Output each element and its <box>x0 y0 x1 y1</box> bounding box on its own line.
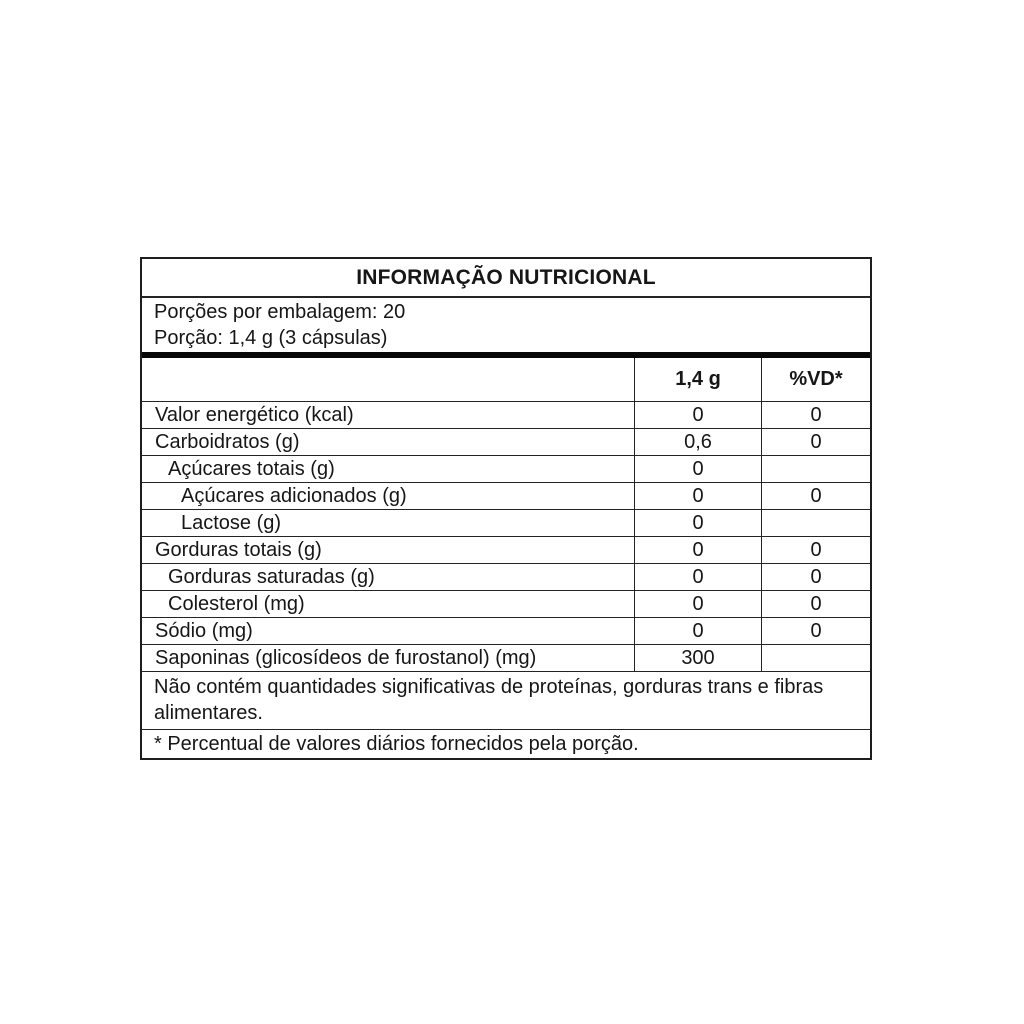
nutrient-dv <box>762 510 870 536</box>
nutrient-name: Gorduras saturadas (g) <box>142 564 635 590</box>
nutrient-amount: 0 <box>635 510 762 536</box>
nutrient-amount: 300 <box>635 645 762 671</box>
nutrient-amount: 0 <box>635 483 762 509</box>
nutrient-dv: 0 <box>810 403 822 426</box>
nutrient-dv: 0 <box>810 538 822 561</box>
daily-values-note: * Percentual de valores diários fornecidos pela porção. <box>154 733 639 755</box>
nutrient-name: Carboidratos (g) <box>142 429 635 455</box>
nutrient-dv: 0 <box>810 619 822 642</box>
table-row-energy <box>142 402 870 429</box>
nutrient-dv <box>762 456 870 482</box>
nutrient-dv <box>762 645 870 671</box>
nutrient-name: Saponinas (glicosídeos de furostanol) (mg) <box>142 645 635 671</box>
nutrient-amount: 0 <box>635 618 762 644</box>
nutrient-name: Açúcares adicionados (g) <box>142 483 635 509</box>
serving-info <box>142 298 870 352</box>
nutrient-name: Lactose (g) <box>142 510 635 536</box>
nutrient-name: Gorduras totais (g) <box>142 537 635 563</box>
no-significant-amounts-note: Não contém quantidades significativas de proteínas, gorduras trans e fibras alimentares. <box>142 672 870 730</box>
table-row-lactose <box>142 510 870 537</box>
column-header-amount: 1,4 g <box>635 358 762 401</box>
column-header-dv: %VD* <box>789 368 843 390</box>
nutrient-name: Sódio (mg) <box>142 618 635 644</box>
nutrient-dv: 0 <box>810 565 822 588</box>
nutrient-name: Valor energético (kcal) <box>142 402 635 428</box>
nutrient-dv: 0 <box>810 484 822 507</box>
nutrient-amount: 0 <box>635 591 762 617</box>
column-header-blank <box>142 358 635 401</box>
serving-size: Porção: 1,4 g (3 cápsulas) <box>154 327 388 349</box>
nutrient-dv: 0 <box>810 430 822 453</box>
table-title: INFORMAÇÃO NUTRICIONAL <box>142 259 870 298</box>
nutrient-name: Colesterol (mg) <box>142 591 635 617</box>
table-row-saturated-fat <box>142 564 870 591</box>
nutrient-dv: 0 <box>810 592 822 615</box>
nutrition-facts-table <box>140 257 872 760</box>
column-header-row <box>142 358 870 402</box>
nutrient-amount: 0,6 <box>635 429 762 455</box>
table-row-cholesterol <box>142 591 870 618</box>
table-row-total-fat <box>142 537 870 564</box>
table-row-total-sugars <box>142 456 870 483</box>
table-row-saponins <box>142 645 870 672</box>
table-row-carbohydrates <box>142 429 870 456</box>
nutrient-amount: 0 <box>635 564 762 590</box>
table-row-sodium <box>142 618 870 645</box>
nutrient-name: Açúcares totais (g) <box>142 456 635 482</box>
nutrient-amount: 0 <box>635 402 762 428</box>
table-row-added-sugars <box>142 483 870 510</box>
servings-per-package: Porções por embalagem: 20 <box>154 301 406 323</box>
nutrient-amount: 0 <box>635 456 762 482</box>
nutrient-amount: 0 <box>635 537 762 563</box>
